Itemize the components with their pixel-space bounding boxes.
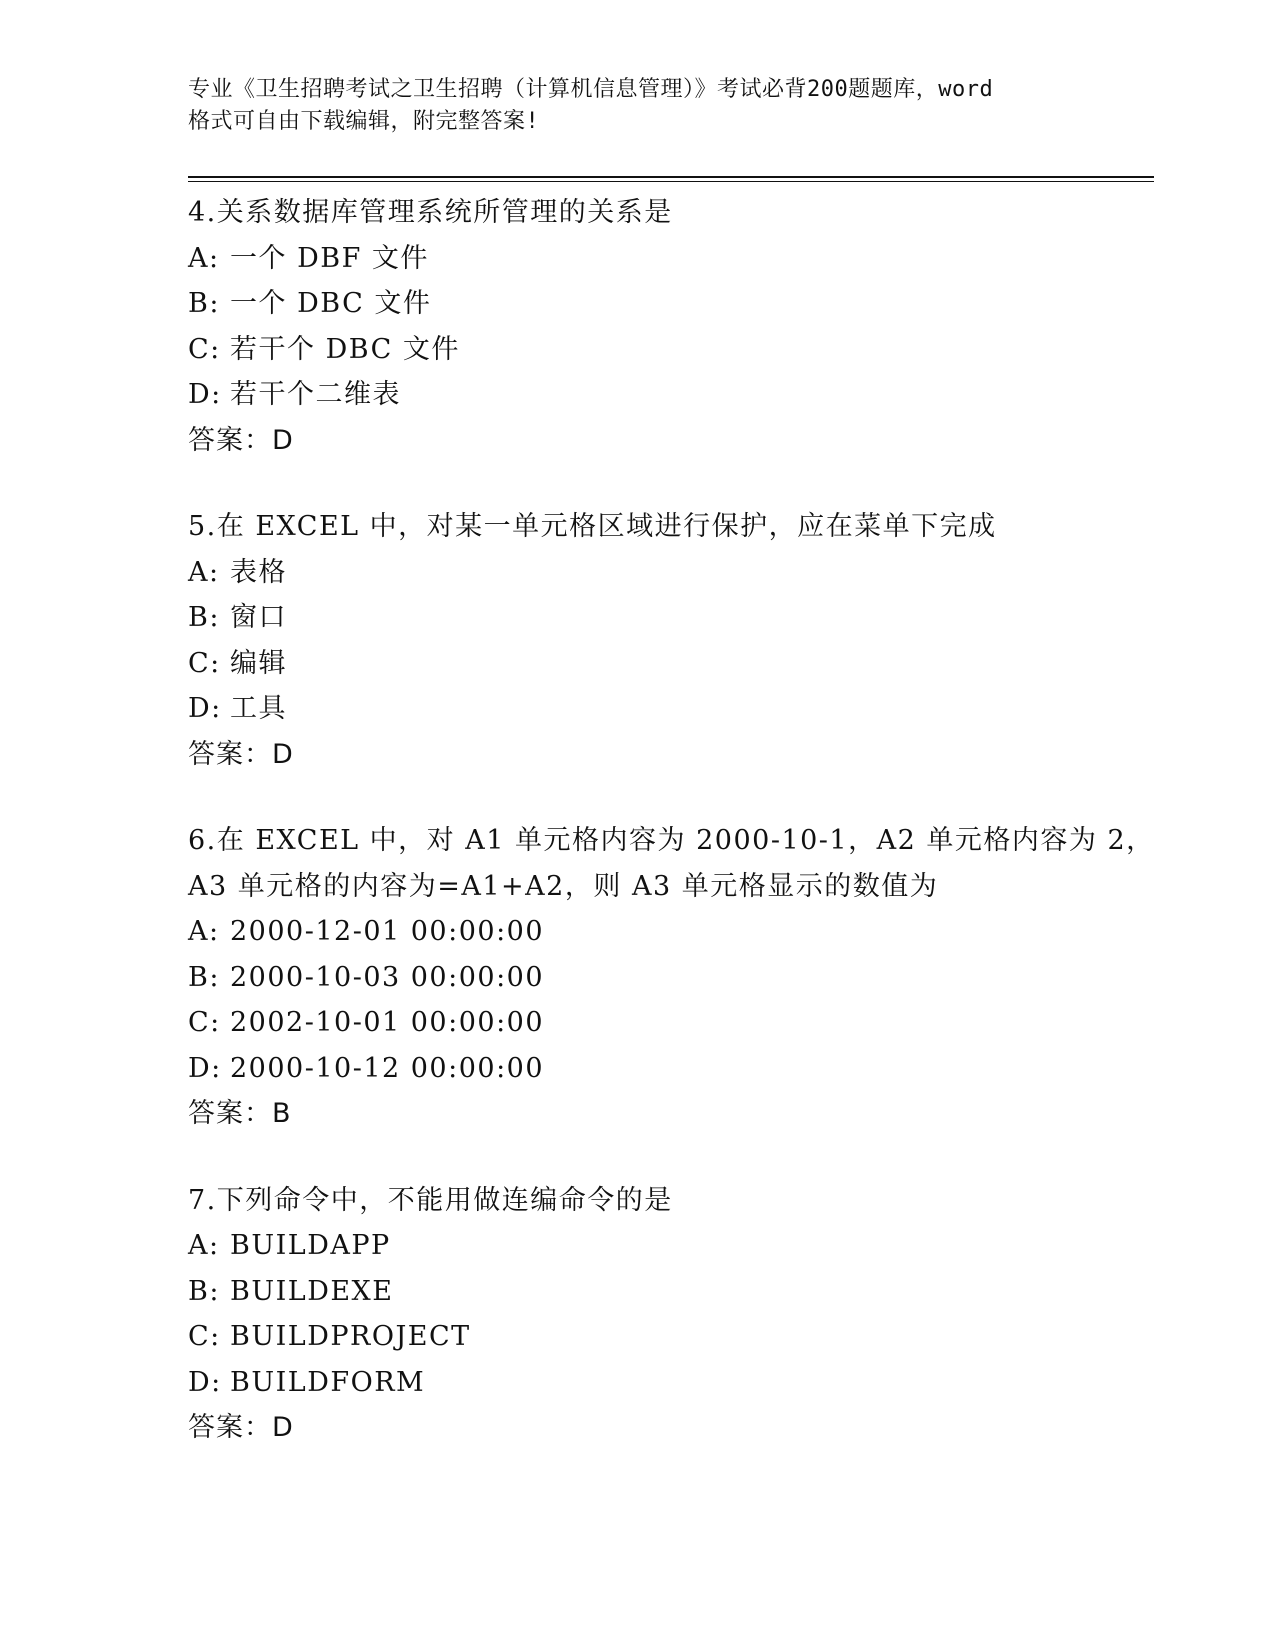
option-text: 表格 xyxy=(230,556,287,588)
option-key: B: xyxy=(188,961,220,993)
option-key: A: xyxy=(188,242,220,274)
question-title-continued: A3 单元格的内容为=A1+A2，则 A3 单元格显示的数值为 xyxy=(188,870,939,902)
header-line-1: 专业《卫生招聘考试之卫生招聘（计算机信息管理）》考试必背200题题库，word xyxy=(188,77,994,102)
option-text: BUILDAPP xyxy=(230,1230,391,1261)
option-key: B: xyxy=(188,288,220,319)
header-divider-thin xyxy=(188,181,1154,182)
option-key: C: xyxy=(188,333,221,365)
option-c xyxy=(188,1314,1148,1360)
header-line-2: 格式可自由下载编辑，附完整答案! xyxy=(188,109,540,134)
option-key: A: xyxy=(188,1230,220,1261)
option-key: B: xyxy=(188,602,220,633)
option-key: C: xyxy=(188,1321,221,1352)
option-text: BUILDPROJECT xyxy=(230,1321,471,1352)
option-a xyxy=(188,236,1148,282)
question-title: 5.在 EXCEL 中，对某一单元格区域进行保护，应在菜单下完成 xyxy=(188,511,997,542)
option-text: 2002-10-01 00:00:00 xyxy=(230,1007,545,1038)
option-text: 若干个 DBC 文件 xyxy=(230,333,460,365)
option-b xyxy=(188,595,1148,641)
option-text: BUILDFORM xyxy=(230,1366,426,1398)
option-c xyxy=(188,327,1148,373)
question-5 xyxy=(188,504,1148,777)
option-key: A: xyxy=(188,556,220,588)
option-b xyxy=(188,281,1148,327)
header-divider-thick xyxy=(188,176,1154,178)
question-4 xyxy=(188,190,1148,463)
option-key: D: xyxy=(188,1366,222,1398)
option-key: D: xyxy=(188,1052,222,1084)
option-d xyxy=(188,1046,1148,1092)
option-text: 工具 xyxy=(230,693,287,724)
option-text: 2000-10-03 00:00:00 xyxy=(230,961,545,993)
question-list xyxy=(188,190,1155,1492)
option-b xyxy=(188,955,1148,1001)
question-title: 7.下列命令中，不能用做连编命令的是 xyxy=(188,1184,673,1216)
option-text: BUILDEXE xyxy=(230,1275,394,1307)
option-a xyxy=(188,1223,1148,1269)
answer-line: 答案：D xyxy=(188,738,294,770)
option-b xyxy=(188,1269,1148,1315)
option-key: C: xyxy=(188,1007,221,1038)
question-title: 6.在 EXCEL 中，对 A1 单元格内容为 2000-10-1，A2 单元格内容为 2， xyxy=(188,825,1155,856)
option-text: 2000-10-12 00:00:00 xyxy=(230,1052,545,1084)
option-d xyxy=(188,1360,1148,1406)
document-header xyxy=(188,74,1088,138)
option-c xyxy=(188,641,1148,687)
answer-line: 答案：B xyxy=(188,1098,292,1129)
option-a xyxy=(188,909,1148,955)
option-key: D: xyxy=(188,379,222,410)
question-6 xyxy=(188,818,1155,1137)
answer-line: 答案：D xyxy=(188,424,294,456)
option-a xyxy=(188,550,1148,596)
option-text: 若干个二维表 xyxy=(230,379,401,410)
question-7 xyxy=(188,1178,1148,1451)
option-key: B: xyxy=(188,1275,220,1307)
option-text: 窗口 xyxy=(230,602,287,633)
option-key: C: xyxy=(188,647,221,679)
option-key: A: xyxy=(188,916,220,947)
option-text: 一个 DBF 文件 xyxy=(230,242,429,274)
option-text: 编辑 xyxy=(230,647,287,679)
option-d xyxy=(188,372,1148,418)
answer-line: 答案：D xyxy=(188,1412,294,1443)
option-d xyxy=(188,686,1148,732)
option-text: 2000-12-01 00:00:00 xyxy=(230,916,545,947)
question-title: 4.关系数据库管理系统所管理的关系是 xyxy=(188,197,673,228)
option-text: 一个 DBC 文件 xyxy=(230,288,432,319)
option-key: D: xyxy=(188,693,222,724)
option-c xyxy=(188,1000,1148,1046)
